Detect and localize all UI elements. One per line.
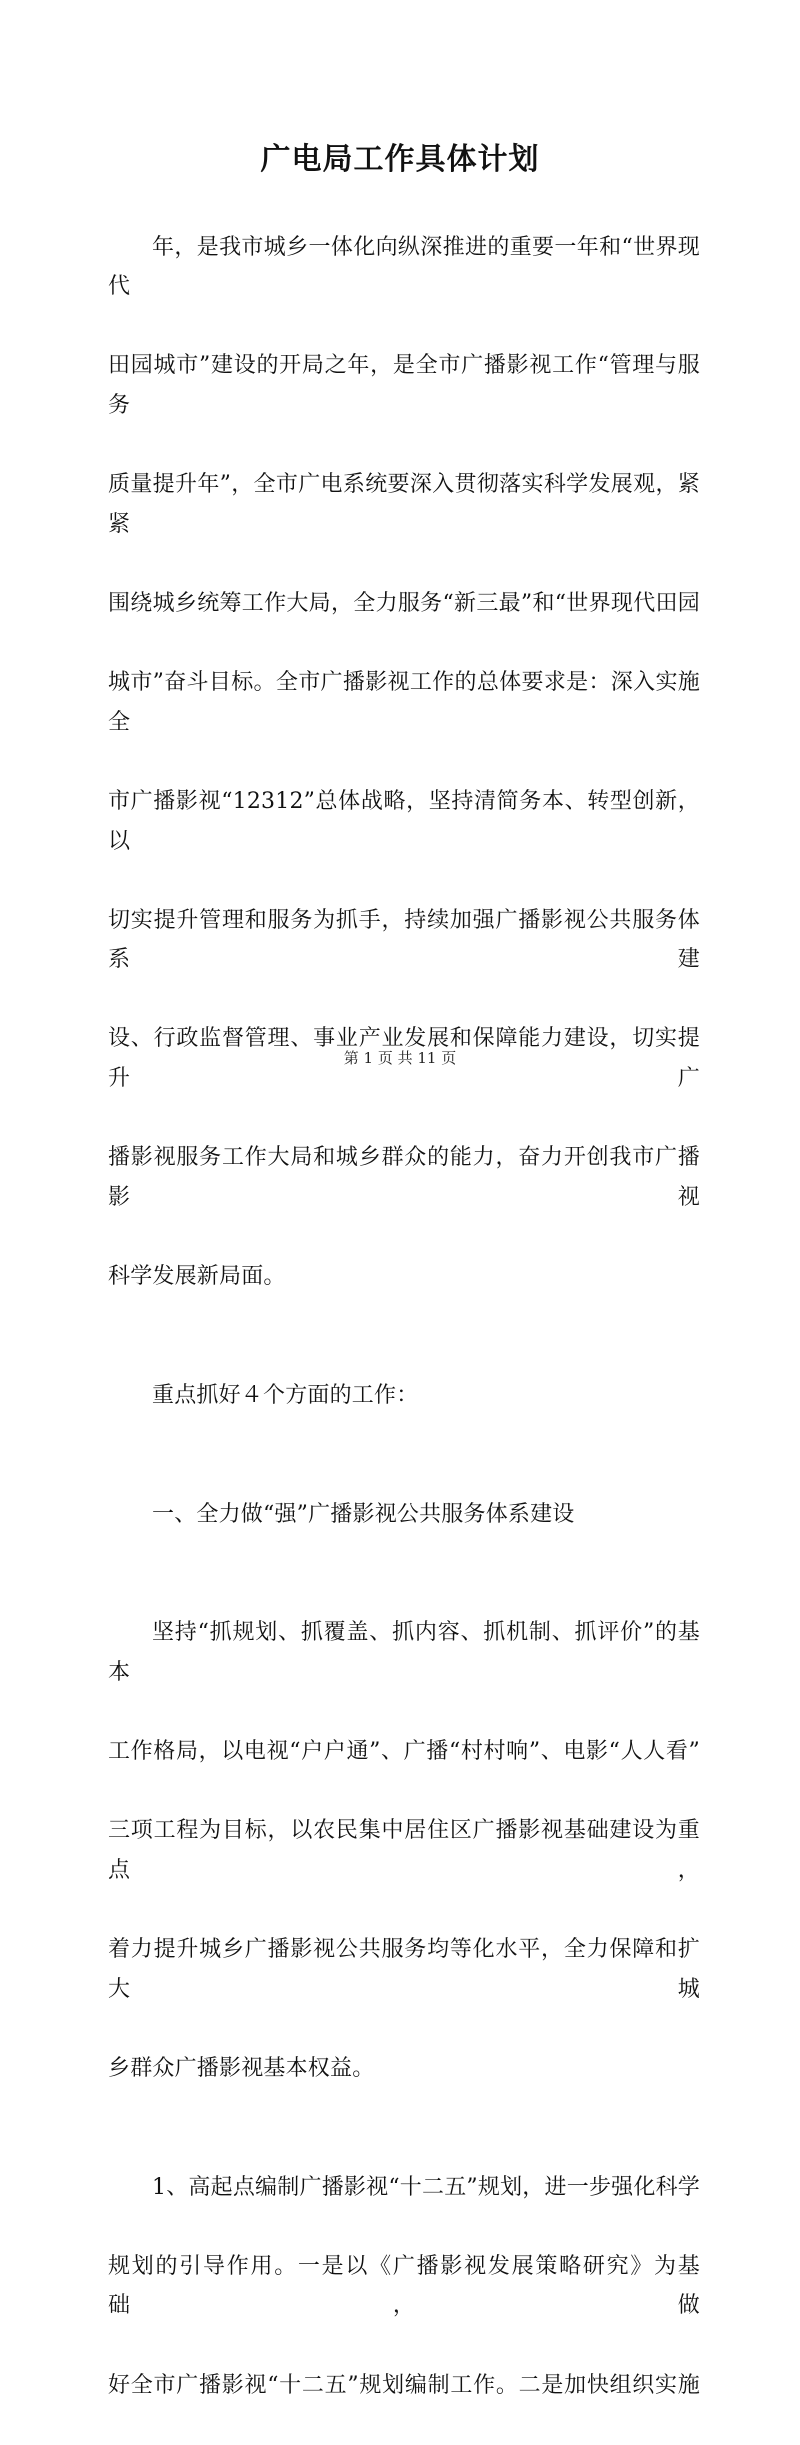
document-body	[108, 188, 700, 2445]
paragraph-item-1	[108, 2128, 700, 2445]
text-line: 市广播影视“12312”总体战略，坚持清简务本、转型创新，以	[108, 788, 700, 854]
text-line: 科学发展新局面。	[108, 1264, 286, 1290]
section-heading-1	[108, 1455, 700, 1574]
text-line: 重点抓好４个方面的工作：	[152, 1382, 419, 1408]
text-line: 工作格局，以电视“户户通”、广播“村村响”、电影“人人看”	[108, 1739, 700, 1765]
text-line: 切实提升管理和服务为抓手，持续加强广播影视公共服务体系建	[108, 907, 700, 973]
paragraph-focus-intro	[108, 1336, 700, 1455]
text-line: 乡群众广播影视基本权益。	[108, 2055, 375, 2081]
text-line: 年，是我市城乡一体化向纵深推进的重要一年和“世界现代	[108, 234, 700, 300]
text-line: 三项工程为目标，以农民集中居住区广播影视基础建设为重点，	[108, 1818, 700, 1883]
text-line: 1、高起点编制广播影视“十二五”规划，进一步强化科学	[152, 2174, 700, 2200]
paragraph-intro	[108, 188, 700, 1336]
text-line: 田园城市”建设的开局之年，是全市广播影视工作“管理与服务	[108, 353, 700, 418]
document-title: 广电局工作具体计划	[260, 142, 540, 177]
paragraph-section-1	[108, 1574, 700, 2128]
text-line: 设、行政监督管理、事业产业发展和保障能力建设，切实提升广	[108, 1026, 700, 1092]
text-line: 质量提升年”，全市广电系统要深入贯彻落实科学发展观，紧紧	[108, 472, 700, 537]
page-footer: 第 1 页 共 11 页	[343, 1049, 457, 1067]
text-line: 一、全力做“强”广播影视公共服务体系建设	[152, 1501, 575, 1527]
text-line: 播影视服务工作大局和城乡群众的能力，奋力开创我市广播影视	[108, 1145, 700, 1210]
text-line: 着力提升城乡广播影视公共服务均等化水平，全力保障和扩大城	[108, 1937, 700, 2002]
text-line: 规划的引导作用。一是以《广播影视发展策略研究》为基础，做	[108, 2253, 700, 2319]
text-line: 坚持“抓规划、抓覆盖、抓内容、抓机制、抓评价”的基本	[108, 1620, 700, 1685]
text-line: 好全市广播影视“十二五”规划编制工作。二是加快组织实施	[108, 2372, 700, 2398]
text-line: 城市”奋斗目标。全市广播影视工作的总体要求是：深入实施全	[108, 670, 700, 735]
text-line: 围绕城乡统筹工作大局，全力服务“新三最”和“世界现代田园	[108, 590, 700, 616]
